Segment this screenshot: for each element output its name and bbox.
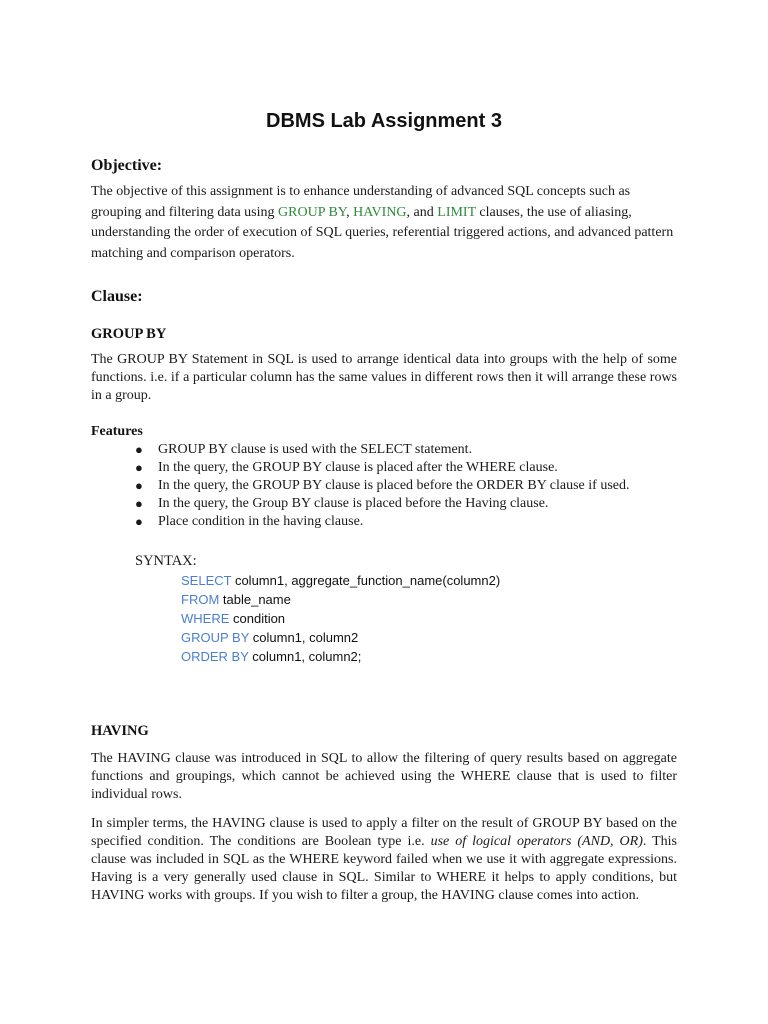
list-item [135, 513, 629, 531]
sql-rest: column1, column2 [249, 630, 359, 645]
feature-text: Place condition in the having clause. [158, 514, 364, 529]
syntax-label: SYNTAX: [135, 553, 197, 569]
sql-rest: column1, column2; [248, 649, 362, 664]
bullet-icon: ● [135, 442, 143, 457]
having-paragraph-1: The HAVING clause was introduced in SQL to allow the filtering of query results based on aggregate functions and groupings, which cannot be achieved using the WHERE clause that is used to filter individual rows. [91, 751, 677, 802]
sql-rest: table_name [219, 592, 291, 607]
sql-rest: column1, aggregate_function_name(column2) [231, 573, 501, 588]
objective-text-1: The objective of this assignment is to enhance understanding of advanced SQL concepts such as grouping and filtering data using [91, 184, 631, 220]
having-text-a: In simpler terms, the HAVING clause is used to apply a filter on the result of GROUP BY based on the specified condition. The conditions are Boolean type i.e. [91, 816, 677, 849]
feature-text: In the query, the GROUP BY clause is placed after the WHERE clause. [158, 460, 558, 475]
feature-text: In the query, the Group BY clause is placed before the Having clause. [158, 496, 549, 511]
list-item [135, 495, 629, 513]
objective-heading: Objective: [91, 157, 163, 174]
list-item [135, 477, 629, 495]
bullet-icon: ● [135, 496, 143, 511]
keyword-having: HAVING [353, 204, 407, 220]
feature-text: In the query, the GROUP BY clause is placed before the ORDER BY clause if used. [158, 478, 630, 493]
code-line [181, 590, 500, 609]
sql-keyword: ORDER BY [181, 649, 249, 664]
having-paragraph-2 [91, 815, 677, 905]
objective-text-2: clauses, the use of aliasing, understanding the order of execution of SQL queries, referential triggered actions, and advanced pattern matching and comparison operators. [91, 204, 674, 261]
features-list [135, 441, 629, 531]
having-italic-text: use of logical operators (AND, OR) [430, 834, 643, 849]
code-line [181, 571, 500, 590]
having-heading: HAVING [91, 723, 149, 739]
keyword-group-by: GROUP BY [278, 204, 347, 220]
code-line [181, 647, 500, 666]
code-line [181, 609, 500, 628]
document-title: DBMS Lab Assignment 3 [266, 110, 502, 132]
sql-keyword: GROUP BY [181, 630, 250, 645]
bullet-icon: ● [135, 478, 143, 493]
bullet-icon: ● [135, 460, 143, 475]
code-line [181, 628, 500, 647]
sql-keyword: SELECT [181, 573, 232, 588]
feature-text: GROUP BY clause is used with the SELECT statement. [158, 442, 473, 457]
group-by-description: The GROUP BY Statement in SQL is used to arrange identical data into groups with the help of some functions. i.e. if a particular column has the same values in different rows then it will arrange these rows in a group. [91, 352, 677, 403]
sql-rest: condition [229, 611, 286, 626]
list-item [135, 441, 629, 459]
clause-heading: Clause: [91, 288, 143, 305]
objective-paragraph [91, 182, 677, 264]
objective-sep-1: , [346, 204, 354, 220]
sql-keyword: WHERE [181, 611, 230, 626]
keyword-limit: LIMIT [437, 204, 476, 220]
list-item [135, 459, 629, 477]
objective-sep-2: , and [406, 204, 438, 220]
having-text-b: . This clause was included in SQL as the WHERE keyword failed when we use it with aggregate expressions. Having is a very generally used clause in SQL. Similar to WHERE it helps to apply conditions, but HAVING works with groups. If you wish to filter a group, the HAVING clause comes into action. [91, 834, 677, 903]
features-heading: Features [91, 424, 143, 439]
group-by-heading: GROUP BY [91, 326, 167, 342]
bullet-icon: ● [135, 514, 143, 529]
sql-keyword: FROM [181, 592, 220, 607]
syntax-code-block [181, 571, 500, 666]
